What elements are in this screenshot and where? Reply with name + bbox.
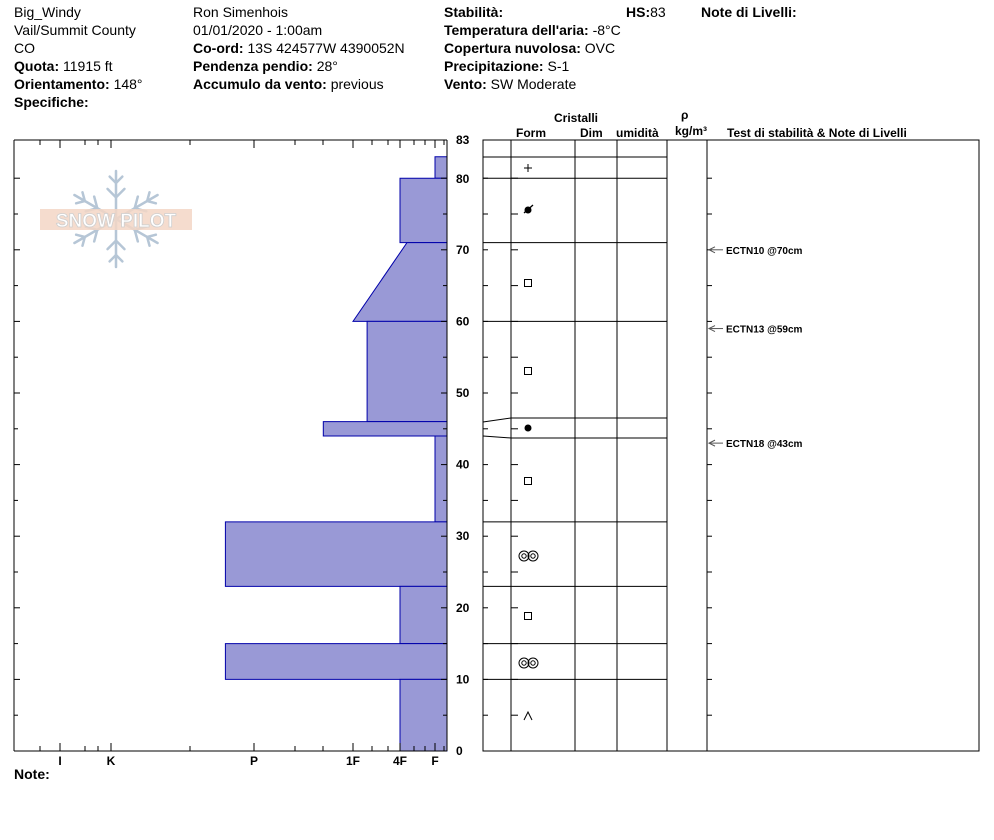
depth-tick-label: 10 [456, 672, 470, 687]
stability-test-label: ECTN13 @59cm [726, 324, 803, 336]
flake-branch [116, 241, 124, 249]
flake-branch [108, 241, 116, 249]
stability-label: Stabilità: [444, 4, 504, 20]
air-temp-value: -8°C [592, 22, 621, 38]
grain-symbol [525, 368, 532, 375]
hardness-profile [225, 157, 447, 751]
hardness-layer-bar [435, 436, 447, 522]
flake-branch [147, 235, 156, 237]
grain-symbol [525, 613, 532, 620]
coord-value: 13S 424577W 4390052N [247, 40, 405, 56]
wind-loading-label: Accumulo da vento: [193, 76, 327, 92]
grain-symbol-inner [522, 554, 526, 558]
depth-tick-label: 30 [456, 529, 470, 544]
depth-tick-label: 60 [456, 314, 470, 329]
location-name: Big_Windy [14, 4, 81, 20]
layer-connector [483, 418, 511, 422]
hardness-tick-label: K [106, 754, 116, 768]
form-header: Form [516, 126, 546, 140]
aspect-value: 148° [113, 76, 143, 92]
snowpilot-logo [40, 171, 192, 267]
hardness-layer-bar [353, 243, 447, 322]
stability-notes-header: Test di stabilità & Note di Livelli [727, 126, 907, 140]
precip-value: S-1 [547, 58, 570, 74]
slope-label: Pendenza pendio: [193, 58, 313, 74]
flake-branch [108, 189, 116, 197]
hs-value: 83 [650, 4, 666, 20]
hardness-layer-bar [367, 321, 447, 421]
hardness-layer-bar [435, 157, 447, 178]
layer-connector [483, 436, 511, 438]
grain-symbol [525, 280, 532, 287]
elevation-value: 11915 ft [63, 58, 113, 74]
logo-text: SNOW PILOT [55, 211, 177, 232]
grain-symbol-inner [531, 661, 535, 665]
flake-branch [76, 201, 85, 203]
wind-value: SW Moderate [490, 76, 577, 92]
moisture-header: umidità [616, 126, 659, 140]
depth-tick-label: 80 [456, 172, 470, 187]
hardness-layer-bar [323, 422, 447, 436]
precip-label: Precipitazione: [444, 58, 544, 74]
hardness-tick-label: P [249, 754, 259, 768]
density-header: kg/m³ [675, 124, 708, 138]
crystals-header: Cristalli [554, 111, 599, 125]
hardness-layer-bar [400, 679, 447, 751]
notes-label: Note: [14, 766, 50, 782]
observer: Ron Simenhois [193, 4, 288, 20]
hardness-tick-label: F [431, 754, 439, 768]
wind-label: Vento: [444, 76, 487, 92]
hardness-layer-bar [400, 586, 447, 643]
flake-branch [116, 189, 124, 197]
hardness-layer-bar [225, 522, 447, 586]
cloud-label: Copertura nuvolosa: [444, 40, 581, 56]
stability-test-label: ECTN10 @70cm [726, 245, 803, 257]
hs-label: HS: [626, 4, 651, 20]
depth-tick-label: 0 [456, 744, 463, 758]
grain-symbol [525, 425, 532, 432]
wind-loading-value: previous [330, 76, 384, 92]
grain-symbol [524, 712, 532, 720]
grain-symbols [519, 164, 538, 720]
hardness-layer-bar [400, 178, 447, 242]
hardness-tick-label: 4F [392, 754, 408, 768]
air-temp-label: Temperatura dell'aria: [444, 22, 589, 38]
grain-symbol-inner [522, 661, 526, 665]
region: Vail/Summit County [14, 22, 136, 38]
flake-branch [147, 201, 156, 203]
specifics-label: Specifiche: [14, 94, 89, 110]
hardness-layer-bar [225, 644, 447, 680]
grain-symbol [525, 478, 532, 485]
depth-tick-label: 20 [456, 600, 470, 615]
elevation-label: Quota: [14, 58, 60, 74]
slope-value: 28° [316, 58, 338, 74]
datetime: 01/01/2020 - 1:00am [193, 22, 323, 38]
rho-header: ρ [681, 108, 689, 122]
state: CO [14, 40, 35, 56]
size-header: Dim [580, 126, 603, 140]
flake-branch [76, 235, 85, 237]
depth-tick-label: 83 [456, 133, 470, 147]
depth-tick-label: 40 [456, 457, 470, 472]
grain-symbol-inner [531, 554, 535, 558]
hardness-tick-label: I [58, 754, 62, 768]
aspect-label: Orientamento: [14, 76, 110, 92]
stability-test-label: ECTN18 @43cm [726, 439, 803, 451]
depth-tick-label: 50 [456, 386, 470, 400]
hardness-tick-label: 1F [345, 754, 361, 768]
cloud-value: OVC [584, 40, 616, 56]
coord-label: Co-ord: [193, 40, 244, 56]
stability-tests [709, 246, 803, 450]
depth-tick-label: 70 [456, 242, 470, 257]
layer-notes-label: Note di Livelli: [701, 4, 797, 20]
